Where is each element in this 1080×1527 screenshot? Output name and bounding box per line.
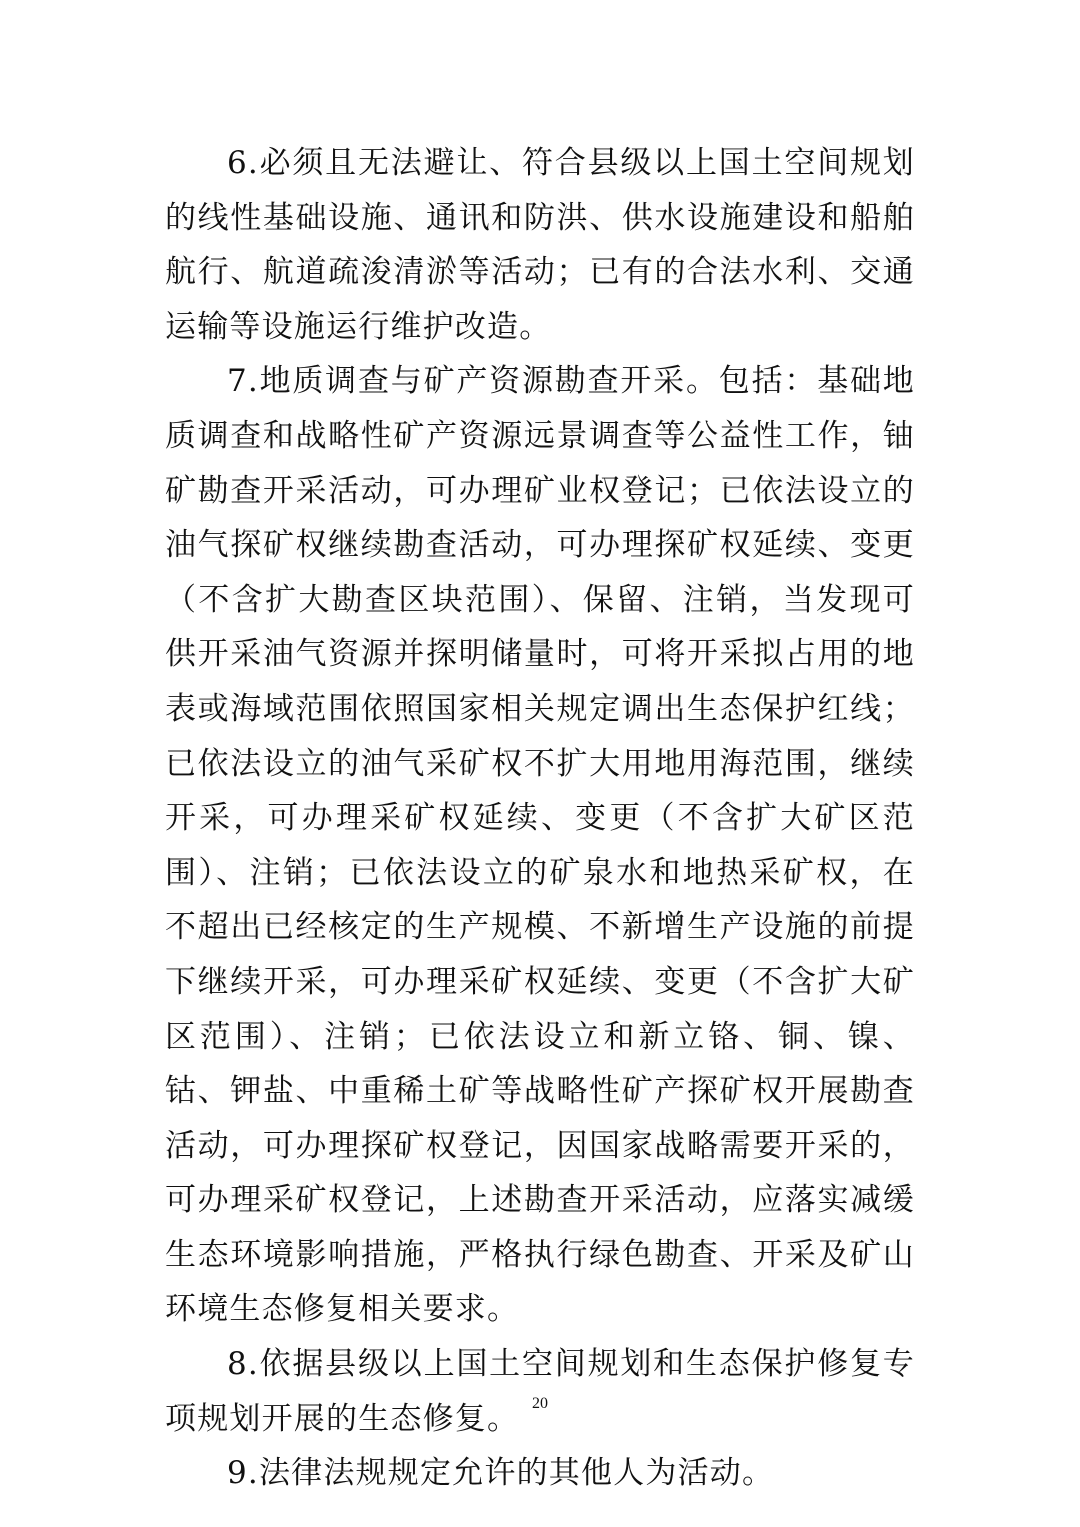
paragraph-item-9: 9.法律法规规定允许的其他人为活动。	[227, 1455, 775, 1492]
paragraph-item-8: 8.依据县级以上国土空间规划和生态保护修复专项规划开展的生态修复。	[165, 1346, 915, 1437]
paragraph-item-7: 7.地质调查与矿产资源勘查开采。包括：基础地质调查和战略性矿产资源远景调查等公益性工作，铀矿勘查开采活动，可办理矿业权登记；已依法设立的油气探矿权继续勘查活动，可办理探矿权延续、变更（不含扩大勘查区块范围）、保留、注销，当发现可供开采油气资源并探明储量时，可将开采拟占用的地表或海域范围依照国家相关规定调出生态保护红线；已依法设立的油气采矿权不扩大用地用海范围，继续开采，可办理采矿权延续、变更（不含扩大矿区范围）、注销；已依法设立的矿泉水和地热采矿权，在不超出已经核定的生产规模、不新增生产设施的前提下继续开采，可办理采矿权延续、变更（不含扩大矿区范围）、注销；已依法设立和新立铬、铜、镍、钴、钾盐、中重稀土矿等战略性矿产探矿权开展勘查活动，可办理探矿权登记，因国家战略需要开采的，可办理采矿权登记，上述勘查开采活动，应落实减缓生态环境影响措施，严格执行绿色勘查、开采及矿山环境生态修复相关要求。	[165, 363, 915, 1328]
paragraph-item-6: 6.必须且无法避让、符合县级以上国土空间规划的线性基础设施、通讯和防洪、供水设施建设和船舶航行、航道疏浚清淤等活动；已有的合法水利、交通运输等设施运行维护改造。	[165, 145, 915, 345]
page-number: 20	[532, 1395, 548, 1412]
body-text	[165, 136, 915, 1501]
